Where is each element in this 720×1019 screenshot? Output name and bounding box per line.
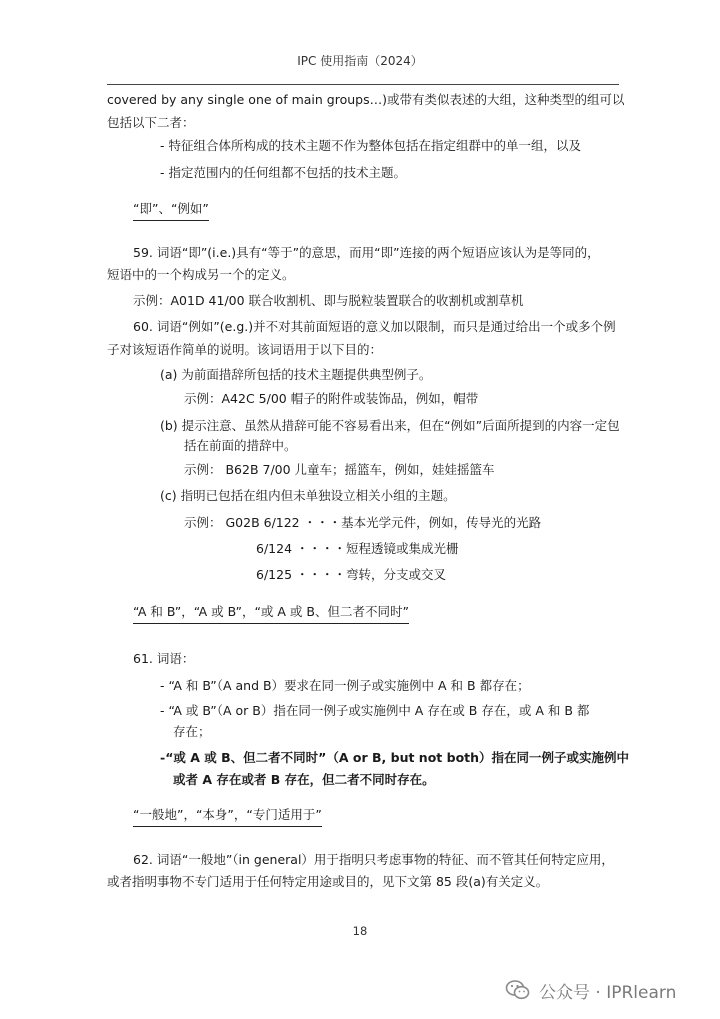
- list-item: - 指定范围内的任何组都不包括的技术主题。: [160, 165, 406, 180]
- list-item-b: (b) 提示注意、虽然从措辞可能不容易看出来，但在“例如”后面所提到的内容一定包: [160, 418, 620, 433]
- list-item: 存在；: [173, 724, 211, 739]
- text-line: covered by any single one of main groups…)或带有类似表述的大组，这种类型的组可以: [107, 92, 625, 107]
- list-item: - “A 和 B”（A and B）要求在同一例子或实施例中 A 和 B 都存在；: [160, 678, 530, 693]
- list-item: - “A 或 B”（A or B）指在同一例子或实施例中 A 存在或 B 存在，或 A 和 B 都: [160, 703, 590, 718]
- page-number: 18: [352, 924, 368, 938]
- list-item: - 特征组合体所构成的技术主题不作为整体包括在指定组群中的单一组，以及: [160, 138, 581, 153]
- example: 6/124 ・・・・短程透镜或集成光栅: [256, 541, 459, 556]
- list-item-b: 括在前面的措辞中。: [184, 438, 297, 453]
- header-rule: [107, 84, 619, 85]
- section-heading: “即”、“例如”: [133, 200, 209, 221]
- text-line: 包括以下二者：: [107, 115, 195, 130]
- paragraph-61: 61. 词语：: [133, 651, 195, 666]
- example: 6/125 ・・・・弯转，分支或交叉: [256, 567, 446, 582]
- list-item: 或者 A 存在或者 B 存在，但二者不同时存在。: [173, 772, 435, 787]
- example: 示例：A42C 5/00 帽子的附件或装饰品，例如，帽带: [184, 391, 479, 406]
- paragraph-59: 短语中的一个构成另一个的定义。: [107, 267, 295, 282]
- example: 示例：A01D 41/00 联合收割机、即与脱粒装置联合的收割机或割草机: [133, 293, 524, 308]
- paragraph-60: 子对该短语作简单的说明。该词语用于以下目的：: [107, 342, 383, 357]
- page-header: IPC 使用指南（2024）: [297, 54, 423, 68]
- watermark-text: 公众号 · IPRlearn: [539, 982, 677, 1003]
- list-item-c: (c) 指明已包括在组内但未单独设立相关小组的主题。: [160, 488, 456, 503]
- watermark: [505, 976, 676, 1004]
- example: 示例： G02B 6/122 ・・・基本光学元件，例如，传导光的光路: [184, 515, 542, 530]
- paragraph-62: 或者指明事物不专门适用于任何特定用途或目的，见下文第 85 段(a)有关定义。: [107, 874, 549, 889]
- list-item-a: (a) 为前面措辞所包括的技术主题提供典型例子。: [160, 367, 432, 382]
- paragraph-60: 60. 词语“例如”(e.g.)并不对其前面短语的意义加以限制，而只是通过给出一个或多个例: [133, 319, 616, 334]
- section-heading: “一般地”，“本身”，“专门适用于”: [133, 806, 322, 827]
- paragraph-59: 59. 词语“即”(i.e.)具有“等于”的意思，而用“即”连接的两个短语应该认为是等同的，: [133, 245, 600, 260]
- section-heading: “A 和 B”，“A 或 B”，“或 A 或 B、但二者不同时”: [133, 603, 409, 624]
- paragraph-62: 62. 词语“一般地”（in general）用于指明只考虑事物的特征、而不管其任何特定应用，: [133, 852, 614, 867]
- list-item: -“或 A 或 B、但二者不同时”（A or B, but not both）指在同一例子或实施例中: [160, 750, 630, 765]
- wechat-icon: [505, 977, 531, 1003]
- example: 示例： B62B 7/00 儿童车；摇篮车，例如，娃娃摇篮车: [184, 462, 495, 477]
